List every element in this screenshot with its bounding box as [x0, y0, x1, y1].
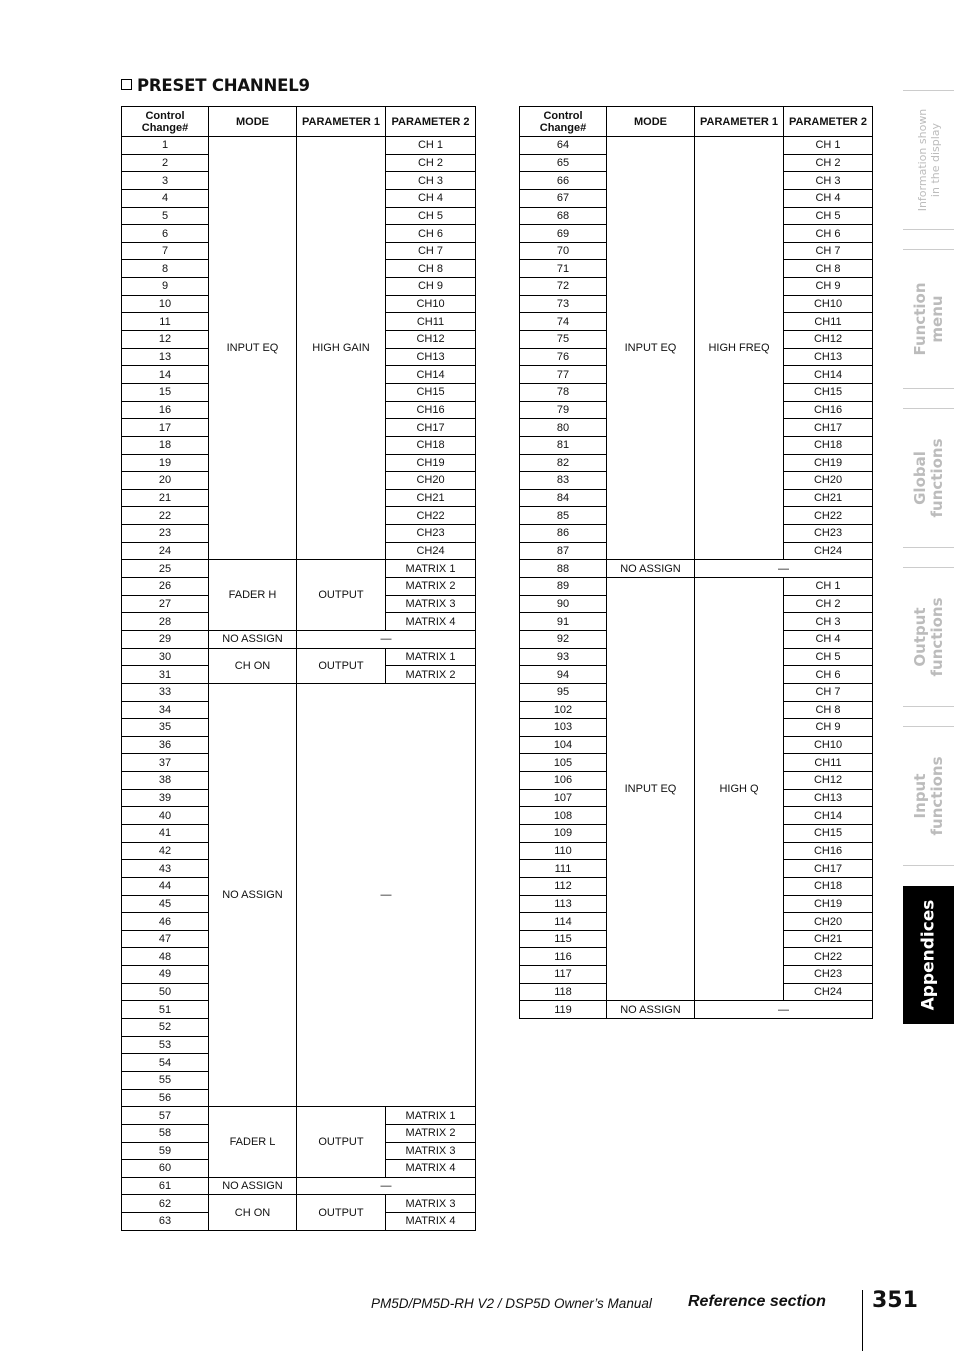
control-change-cell: 27	[122, 595, 209, 613]
parameter-2-cell: CH11	[784, 754, 873, 772]
parameter-2-cell: CH 6	[784, 666, 873, 684]
parameter-2-cell: MATRIX 4	[386, 1213, 476, 1231]
parameter-2-cell: CH11	[784, 313, 873, 331]
control-change-cell: 79	[520, 401, 607, 419]
control-change-cell: 58	[122, 1124, 209, 1142]
parameter-2-cell: CH24	[386, 542, 476, 560]
parameter-2-cell: CH14	[784, 366, 873, 384]
parameter-2-cell: CH24	[784, 983, 873, 1001]
control-change-cell: 61	[122, 1177, 209, 1195]
header-parameter-2: PARAMETER 2	[784, 107, 873, 137]
control-change-cell: 118	[520, 983, 607, 1001]
table-row	[122, 1195, 476, 1213]
parameter-cell: —	[297, 630, 476, 648]
tab-function-menu[interactable]	[903, 249, 954, 389]
control-change-cell: 50	[122, 983, 209, 1001]
table-row	[520, 578, 873, 596]
mode-cell: NO ASSIGN	[209, 683, 297, 1106]
control-change-cell: 5	[122, 207, 209, 225]
parameter-2-cell: CH 2	[784, 154, 873, 172]
control-change-cell: 24	[122, 542, 209, 560]
control-change-cell: 107	[520, 789, 607, 807]
parameter-2-cell: CH12	[386, 331, 476, 349]
control-change-cell: 28	[122, 613, 209, 631]
control-change-cell: 34	[122, 701, 209, 719]
parameter-2-cell: CH18	[386, 436, 476, 454]
control-change-cell: 36	[122, 736, 209, 754]
control-change-cell: 31	[122, 666, 209, 684]
parameter-2-cell: CH10	[784, 736, 873, 754]
parameter-cell: —	[695, 560, 873, 578]
parameter-2-cell: CH18	[784, 436, 873, 454]
table-row	[122, 1177, 476, 1195]
control-change-cell: 65	[520, 154, 607, 172]
parameter-2-cell: CH21	[784, 930, 873, 948]
parameter-2-cell: CH 2	[386, 154, 476, 172]
control-change-cell: 14	[122, 366, 209, 384]
mode-cell: CH ON	[209, 1195, 297, 1230]
control-change-cell: 111	[520, 860, 607, 878]
parameter-1-cell: HIGH GAIN	[297, 137, 386, 560]
control-change-cell: 11	[122, 313, 209, 331]
control-change-cell: 44	[122, 877, 209, 895]
parameter-cell: —	[297, 1177, 476, 1195]
control-change-cell: 66	[520, 172, 607, 190]
control-change-cell: 20	[122, 472, 209, 490]
parameter-2-cell: CH 9	[784, 278, 873, 296]
control-change-cell: 94	[520, 666, 607, 684]
control-change-cell: 74	[520, 313, 607, 331]
parameter-2-cell: CH11	[386, 313, 476, 331]
control-change-cell: 55	[122, 1071, 209, 1089]
parameter-1-cell: HIGH FREQ	[695, 137, 784, 560]
mode-cell: NO ASSIGN	[607, 560, 695, 578]
control-change-cell: 75	[520, 331, 607, 349]
control-change-cell: 89	[520, 578, 607, 596]
parameter-2-cell: CH 5	[386, 207, 476, 225]
control-change-cell: 59	[122, 1142, 209, 1160]
mode-cell: INPUT EQ	[607, 137, 695, 560]
control-change-cell: 109	[520, 824, 607, 842]
mode-cell: INPUT EQ	[607, 578, 695, 1001]
control-change-cell: 43	[122, 860, 209, 878]
control-change-cell: 64	[520, 137, 607, 155]
parameter-2-cell: CH13	[784, 789, 873, 807]
control-change-cell: 104	[520, 736, 607, 754]
parameter-2-cell: CH16	[386, 401, 476, 419]
control-change-cell: 90	[520, 595, 607, 613]
tab-appendices[interactable]	[903, 886, 954, 1024]
parameter-2-cell: CH15	[386, 383, 476, 401]
control-change-cell: 17	[122, 419, 209, 437]
control-change-cell: 63	[122, 1213, 209, 1231]
parameter-1-cell: OUTPUT	[297, 648, 386, 683]
table-row	[520, 560, 873, 578]
parameter-2-cell: CH12	[784, 331, 873, 349]
header-mode: MODE	[209, 107, 297, 137]
control-change-cell: 83	[520, 472, 607, 490]
control-change-cell: 1	[122, 137, 209, 155]
parameter-2-cell: CH 7	[386, 242, 476, 260]
control-change-cell: 18	[122, 436, 209, 454]
page-number: 351	[872, 1288, 918, 1313]
mode-cell: NO ASSIGN	[209, 630, 297, 648]
control-change-cell: 81	[520, 436, 607, 454]
table-header-row	[122, 107, 476, 137]
parameter-2-cell: CH20	[784, 913, 873, 931]
table-row	[122, 1107, 476, 1125]
parameter-2-cell: MATRIX 2	[386, 1124, 476, 1142]
control-change-cell: 48	[122, 948, 209, 966]
parameter-1-cell: HIGH Q	[695, 578, 784, 1001]
control-change-cell: 9	[122, 278, 209, 296]
control-change-cell: 51	[122, 1001, 209, 1019]
parameter-2-cell: CH14	[386, 366, 476, 384]
control-change-cell: 25	[122, 560, 209, 578]
parameter-2-cell: MATRIX 2	[386, 578, 476, 596]
control-change-cell: 86	[520, 525, 607, 543]
parameter-2-cell: CH 1	[386, 137, 476, 155]
parameter-2-cell: CH 6	[784, 225, 873, 243]
control-change-cell: 56	[122, 1089, 209, 1107]
control-change-cell: 42	[122, 842, 209, 860]
tab-label: Information shown in the display	[915, 108, 942, 212]
parameter-2-cell: CH19	[386, 454, 476, 472]
parameter-2-cell: MATRIX 1	[386, 1107, 476, 1125]
control-change-cell: 15	[122, 383, 209, 401]
parameter-2-cell: CH 1	[784, 578, 873, 596]
parameter-2-cell: CH 5	[784, 648, 873, 666]
parameter-2-cell: CH22	[784, 948, 873, 966]
control-change-cell: 70	[520, 242, 607, 260]
parameter-2-cell: CH23	[386, 525, 476, 543]
header-parameter-1: PARAMETER 1	[695, 107, 784, 137]
control-change-cell: 68	[520, 207, 607, 225]
header-control-change: Control Change#	[520, 107, 607, 137]
parameter-2-cell: CH 9	[784, 719, 873, 737]
table-row	[122, 560, 476, 578]
control-change-cell: 35	[122, 719, 209, 737]
parameter-2-cell: CH 3	[386, 172, 476, 190]
control-change-cell: 67	[520, 189, 607, 207]
table-row	[520, 137, 873, 155]
control-change-cell: 30	[122, 648, 209, 666]
parameter-2-cell: CH14	[784, 807, 873, 825]
control-change-cell: 84	[520, 489, 607, 507]
tab-information-shown[interactable]	[903, 90, 954, 230]
table-row	[122, 648, 476, 666]
control-change-cell: 10	[122, 295, 209, 313]
control-change-cell: 119	[520, 1001, 607, 1019]
control-change-cell: 49	[122, 966, 209, 984]
control-change-cell: 93	[520, 648, 607, 666]
parameter-2-cell: MATRIX 4	[386, 1160, 476, 1178]
control-change-cell: 103	[520, 719, 607, 737]
parameter-2-cell: CH21	[784, 489, 873, 507]
control-change-cell: 39	[122, 789, 209, 807]
control-change-cell: 19	[122, 454, 209, 472]
header-control-change: Control Change#	[122, 107, 209, 137]
tab-input-functions[interactable]	[903, 726, 954, 866]
parameter-2-cell: CH10	[784, 295, 873, 313]
parameter-2-cell: CH22	[784, 507, 873, 525]
parameter-2-cell: CH21	[386, 489, 476, 507]
mode-cell: CH ON	[209, 648, 297, 683]
control-change-cell: 88	[520, 560, 607, 578]
parameter-2-cell: CH13	[386, 348, 476, 366]
mode-cell: FADER H	[209, 560, 297, 631]
control-change-cell: 71	[520, 260, 607, 278]
control-change-cell: 106	[520, 772, 607, 790]
parameter-2-cell: CH17	[784, 860, 873, 878]
control-change-cell: 77	[520, 366, 607, 384]
control-change-cell: 47	[122, 930, 209, 948]
control-change-cell: 46	[122, 913, 209, 931]
control-change-cell: 82	[520, 454, 607, 472]
preset-table-left	[121, 106, 476, 1231]
parameter-2-cell: CH 4	[784, 630, 873, 648]
table-row	[122, 630, 476, 648]
mode-cell: FADER L	[209, 1107, 297, 1178]
parameter-2-cell: MATRIX 2	[386, 666, 476, 684]
tab-output-functions[interactable]	[903, 567, 954, 707]
parameter-2-cell: CH 3	[784, 613, 873, 631]
control-change-cell: 92	[520, 630, 607, 648]
parameter-2-cell: CH 7	[784, 683, 873, 701]
parameter-1-cell: OUTPUT	[297, 1107, 386, 1178]
control-change-cell: 45	[122, 895, 209, 913]
parameter-2-cell: CH15	[784, 824, 873, 842]
control-change-cell: 69	[520, 225, 607, 243]
control-change-cell: 38	[122, 772, 209, 790]
parameter-2-cell: MATRIX 3	[386, 1142, 476, 1160]
table-row	[520, 1001, 873, 1019]
tab-label: Output functions	[910, 597, 946, 677]
header-mode: MODE	[607, 107, 695, 137]
control-change-cell: 78	[520, 383, 607, 401]
control-change-cell: 114	[520, 913, 607, 931]
parameter-2-cell: CH10	[386, 295, 476, 313]
parameter-2-cell: CH23	[784, 966, 873, 984]
parameter-1-cell: OUTPUT	[297, 1195, 386, 1230]
table-header-row	[520, 107, 873, 137]
parameter-2-cell: CH18	[784, 877, 873, 895]
parameter-2-cell: CH 4	[784, 189, 873, 207]
control-change-cell: 95	[520, 683, 607, 701]
control-change-cell: 91	[520, 613, 607, 631]
control-change-cell: 60	[122, 1160, 209, 1178]
tab-global-functions[interactable]	[903, 408, 954, 548]
control-change-cell: 16	[122, 401, 209, 419]
parameter-2-cell: CH12	[784, 772, 873, 790]
control-change-cell: 3	[122, 172, 209, 190]
parameter-1-cell: OUTPUT	[297, 560, 386, 631]
control-change-cell: 117	[520, 966, 607, 984]
control-change-cell: 57	[122, 1107, 209, 1125]
parameter-2-cell: CH19	[784, 895, 873, 913]
control-change-cell: 113	[520, 895, 607, 913]
parameter-2-cell: CH 7	[784, 242, 873, 260]
control-change-cell: 22	[122, 507, 209, 525]
parameter-2-cell: CH 3	[784, 172, 873, 190]
parameter-2-cell: CH 2	[784, 595, 873, 613]
footer-section-name: Reference section	[688, 1293, 826, 1310]
parameter-2-cell: CH20	[386, 472, 476, 490]
tab-label: Appendices	[918, 899, 938, 1011]
control-change-cell: 116	[520, 948, 607, 966]
parameter-cell: —	[297, 683, 476, 1106]
control-change-cell: 8	[122, 260, 209, 278]
control-change-cell: 105	[520, 754, 607, 772]
control-change-cell: 108	[520, 807, 607, 825]
tab-label: Global functions	[910, 438, 946, 518]
table-row	[122, 137, 476, 155]
control-change-cell: 12	[122, 331, 209, 349]
control-change-cell: 112	[520, 877, 607, 895]
control-change-cell: 62	[122, 1195, 209, 1213]
control-change-cell: 85	[520, 507, 607, 525]
control-change-cell: 2	[122, 154, 209, 172]
control-change-cell: 33	[122, 683, 209, 701]
footer-divider	[862, 1290, 863, 1351]
parameter-2-cell: CH19	[784, 454, 873, 472]
mode-cell: NO ASSIGN	[607, 1001, 695, 1019]
parameter-2-cell: CH 5	[784, 207, 873, 225]
control-change-cell: 76	[520, 348, 607, 366]
mode-cell: NO ASSIGN	[209, 1177, 297, 1195]
control-change-cell: 73	[520, 295, 607, 313]
control-change-cell: 102	[520, 701, 607, 719]
parameter-2-cell: CH17	[784, 419, 873, 437]
header-parameter-2: PARAMETER 2	[386, 107, 476, 137]
parameter-2-cell: CH 8	[784, 701, 873, 719]
parameter-2-cell: CH 9	[386, 278, 476, 296]
heading-text: PRESET CHANNEL9	[137, 76, 310, 95]
control-change-cell: 6	[122, 225, 209, 243]
mode-cell: INPUT EQ	[209, 137, 297, 560]
control-change-cell: 23	[122, 525, 209, 543]
control-change-cell: 87	[520, 542, 607, 560]
tab-label: Input functions	[910, 756, 946, 836]
footer-manual-title: PM5D/PM5D-RH V2 / DSP5D Owner’s Manual	[371, 1296, 652, 1311]
control-change-cell: 13	[122, 348, 209, 366]
parameter-2-cell: CH13	[784, 348, 873, 366]
checkbox-bullet-icon	[121, 79, 132, 90]
parameter-2-cell: CH 6	[386, 225, 476, 243]
section-heading	[121, 76, 310, 95]
header-parameter-1: PARAMETER 1	[297, 107, 386, 137]
parameter-2-cell: MATRIX 3	[386, 595, 476, 613]
parameter-2-cell: CH 8	[784, 260, 873, 278]
control-change-cell: 4	[122, 189, 209, 207]
parameter-2-cell: MATRIX 4	[386, 613, 476, 631]
parameter-2-cell: CH 8	[386, 260, 476, 278]
parameter-2-cell: CH 4	[386, 189, 476, 207]
parameter-2-cell: CH16	[784, 842, 873, 860]
parameter-2-cell: CH17	[386, 419, 476, 437]
parameter-2-cell: CH16	[784, 401, 873, 419]
parameter-2-cell: MATRIX 1	[386, 648, 476, 666]
parameter-2-cell: CH23	[784, 525, 873, 543]
control-change-cell: 41	[122, 824, 209, 842]
parameter-2-cell: MATRIX 1	[386, 560, 476, 578]
control-change-cell: 52	[122, 1019, 209, 1037]
parameter-2-cell: CH22	[386, 507, 476, 525]
control-change-cell: 7	[122, 242, 209, 260]
parameter-2-cell: MATRIX 3	[386, 1195, 476, 1213]
tab-label: Function menu	[910, 282, 946, 356]
parameter-2-cell: CH 1	[784, 137, 873, 155]
parameter-2-cell: CH20	[784, 472, 873, 490]
control-change-cell: 72	[520, 278, 607, 296]
parameter-cell: —	[695, 1001, 873, 1019]
control-change-cell: 115	[520, 930, 607, 948]
control-change-cell: 110	[520, 842, 607, 860]
control-change-cell: 37	[122, 754, 209, 772]
parameter-2-cell: CH15	[784, 383, 873, 401]
control-change-cell: 26	[122, 578, 209, 596]
table-row	[122, 683, 476, 701]
control-change-cell: 29	[122, 630, 209, 648]
preset-table-right	[519, 106, 873, 1019]
control-change-cell: 53	[122, 1036, 209, 1054]
control-change-cell: 40	[122, 807, 209, 825]
control-change-cell: 80	[520, 419, 607, 437]
parameter-2-cell: CH24	[784, 542, 873, 560]
control-change-cell: 54	[122, 1054, 209, 1072]
control-change-cell: 21	[122, 489, 209, 507]
